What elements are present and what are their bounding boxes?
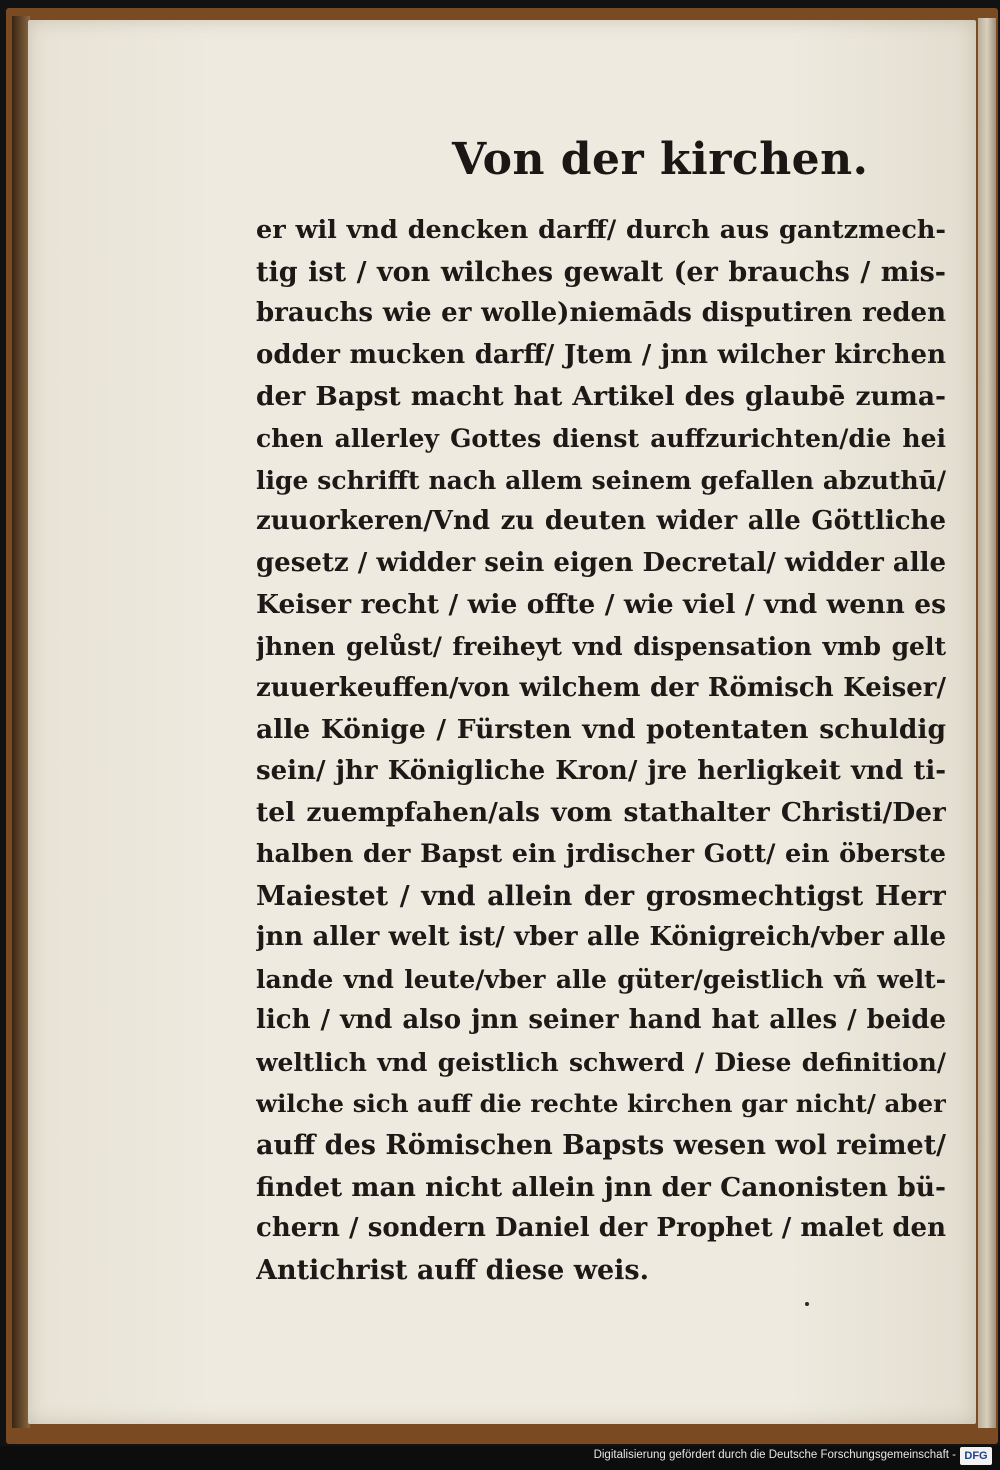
text-line: zuuorkeren/Vnd zu deuten wider alle Göttliche — [256, 506, 946, 537]
text-line: halben der Bapst ein jrdischer Gott/ ein öberste — [256, 838, 946, 869]
text-line: sein/ jhr Königliche Kron/ jre herligkeit vnd ti- — [256, 755, 946, 786]
text-line: tig ist / von wilches gewalt (er brauchs / mis- — [256, 256, 946, 288]
text-line: Maiestet / vnd allein der grosmechtigst Herr — [256, 880, 946, 912]
text-line: jhnen gelůst/ freiheyt vnd dispensation vmb gelt — [256, 631, 946, 661]
funding-notice: Digitalisierung gefördert durch die Deutsche Forschungsgemeinschaft - — [593, 1449, 956, 1461]
text-line: gesetz / widder sein eigen Decretal/ widder alle — [256, 547, 946, 578]
text-line: er wil vnd dencken darff/ durch aus gantzmech- — [256, 215, 946, 245]
text-line: lande vnd leute/vber alle güter/geistlich vñ welt- — [256, 964, 946, 994]
body-text — [256, 210, 946, 1291]
text-line: brauchs wie er wolle)niemāds disputiren reden — [256, 298, 946, 329]
text-line: der Bapst macht hat Artikel des glaubē zuma- — [256, 381, 946, 413]
text-line: chen allerley Gottes dienst auffzurichten/die hei — [256, 423, 946, 453]
page-edge — [978, 18, 996, 1428]
text-line: Keiser recht / wie offte / wie viel / vnd wenn es — [256, 589, 946, 621]
text-line: wilche sich auff die rechte kirchen gar nicht/ aber — [256, 1089, 946, 1119]
text-line: lige schrifft nach allem seinem gefallen abzuthū/ — [256, 465, 946, 495]
text-line: auff des Römischen Bapsts wesen wol reimet/ — [256, 1130, 946, 1162]
text-line: tel zuempfahen/als vom stathalter Christi/Der — [256, 797, 946, 829]
text-line: jnn aller welt ist/ vber alle Königreich/vber alle — [256, 922, 946, 953]
text-line: odder mucken darff/ Jtem / jnn wilcher kirchen — [256, 339, 946, 370]
ink-speck — [805, 1302, 809, 1306]
text-line: lich / vnd also jnn seiner hand hat alles / beide — [256, 1005, 946, 1036]
text-line: alle Könige / Fürsten vnd potentaten schuldig — [256, 714, 946, 746]
text-line: chern / sondern Daniel der Prophet / malet den — [256, 1213, 946, 1244]
text-line: Antichrist auff diese weis. — [256, 1254, 649, 1286]
text-line: findet man nicht allein jnn der Canonisten bü- — [256, 1171, 946, 1203]
text-line: weltlich vnd geistlich schwerd / Diese definition/ — [256, 1047, 946, 1077]
running-head: Von der kirchen. — [452, 134, 869, 185]
dfg-logo: DFG — [960, 1447, 992, 1465]
text-line: zuuerkeuffen/von wilchem der Römisch Keiser/ — [256, 672, 946, 703]
